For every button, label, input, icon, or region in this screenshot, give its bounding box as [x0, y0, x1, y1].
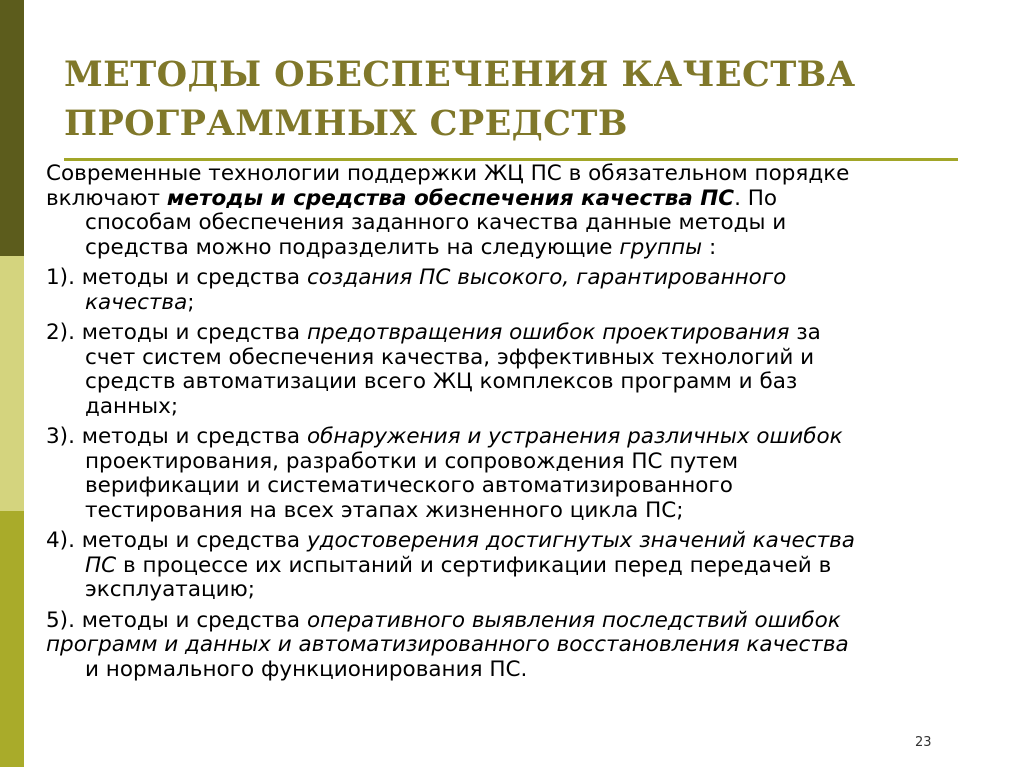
text-line: средства можно подразделить на следующие группы :	[85, 234, 717, 260]
slide-title-line1: МЕТОДЫ ОБЕСПЕЧЕНИЯ КАЧЕСТВА	[64, 54, 856, 95]
decor-bar-bottom	[0, 511, 24, 767]
text-line: средств автоматизации всего ЖЦ комплексов программ и баз	[85, 369, 798, 394]
text-line: проектирования, разработки и сопровождения ПС путем	[85, 448, 739, 474]
slide-body	[46, 162, 1006, 682]
text-line: 4). методы и средства удостоверения достигнутых значений качества	[46, 528, 855, 553]
list-item-2	[46, 321, 1006, 419]
key-phrase: методы и средства обеспечения качества ПС	[166, 185, 735, 211]
list-item-4	[46, 529, 1006, 603]
text-line: программ и данных и автоматизированного восстановления качества	[46, 632, 849, 657]
slide-title	[64, 50, 964, 148]
text-line: 2). методы и средства предотвращения ошибок проектирования за	[46, 320, 821, 345]
text-line: включают методы и средства обеспечения качества ПС. По	[46, 185, 778, 211]
page-number: 23	[915, 735, 932, 750]
text-line: ПС в процессе их испытаний и сертификации перед передачей в	[85, 552, 832, 578]
text-line: верификации и систематического автоматизированного	[85, 473, 733, 498]
text-line: данных;	[85, 393, 179, 419]
decor-bar-middle	[0, 256, 24, 511]
text-line: 1). методы и средства создания ПС высокого, гарантированного	[46, 265, 787, 290]
text-line: 5). методы и средства оперативного выявления последствий ошибок	[46, 607, 841, 633]
text-line: эксплуатацию;	[85, 577, 255, 602]
text-line: и нормального функционирования ПС.	[85, 656, 528, 682]
text-line: 3). методы и средства обнаружения и устранения различных ошибок	[46, 424, 843, 449]
intro-paragraph	[46, 162, 1006, 260]
list-item-3	[46, 425, 1006, 523]
text-line: Современные технологии поддержки ЖЦ ПС в обязательном порядке	[46, 161, 850, 186]
slide-title-line2: ПРОГРАММНЫХ СРЕДСТВ	[64, 103, 628, 144]
text-line: способам обеспечения заданного качества данные методы и	[85, 210, 787, 235]
text-line: качества;	[85, 289, 195, 315]
decor-bar-top	[0, 0, 24, 256]
list-item-5	[46, 609, 1006, 683]
text-line: тестирования на всех этапах жизненного цикла ПС;	[85, 497, 684, 523]
list-item-1	[46, 266, 1006, 315]
text-line: счет систем обеспечения качества, эффективных технологий и	[85, 344, 815, 370]
